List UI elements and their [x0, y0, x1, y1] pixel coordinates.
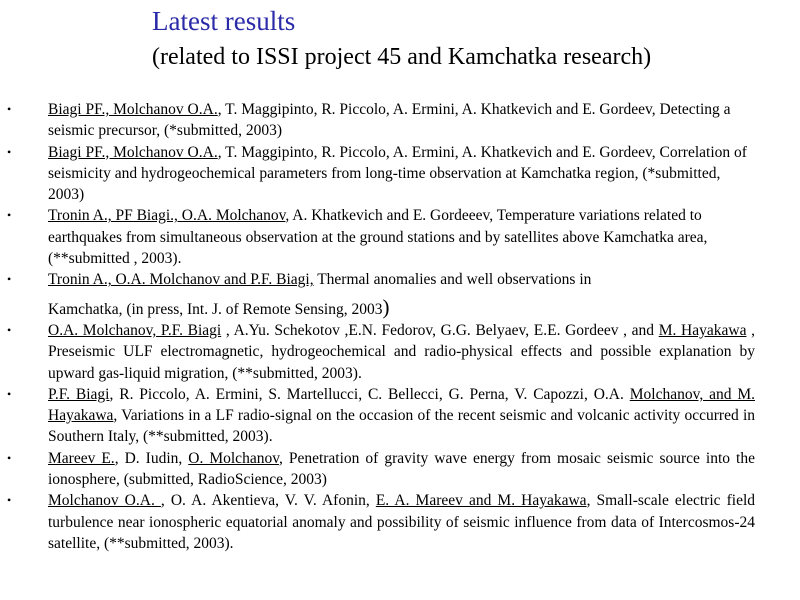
bullet-icon: • [7, 102, 12, 116]
reference-body: , O. A. Akentieva, V. V. Afonin, [160, 492, 376, 510]
reference-text [48, 269, 755, 290]
reference-authors-underlined: M. Hayakawa [658, 321, 747, 339]
bullet-icon: • [7, 322, 12, 337]
bullet-icon: • [7, 272, 12, 287]
reference-item [0, 99, 800, 142]
reference-body: , T. Maggipinto, R. Piccolo, A. Ermini, A. Khatkevich and E. Gordeev, Detecting a seismic precursor, (*submitted, 2003) [48, 101, 731, 140]
reference-body: , A.Yu. Schekotov ,E.N. Fedorov, G.G. Belyaev, E.E. Gordeev , and [221, 321, 659, 339]
reference-item [0, 205, 800, 269]
closing-paren: ) [382, 294, 390, 319]
reference-body: , Small-scale electric field turbulence near ionospheric equatorial anomaly and possibility of seismic influence from data of Intercosmos-24 satellite, (**submitted, 2003). [48, 492, 755, 552]
reference-body: , Variations in a LF radio-signal on the occasion of the recent seismic and volcanic activity occurred in Southern Italy, (**submitted, 2003). [48, 407, 755, 446]
bullet-icon: • [7, 386, 12, 401]
reference-text [48, 384, 755, 448]
reference-item [0, 490, 800, 554]
reference-text-continued [48, 294, 755, 320]
reference-authors-underlined: Mareev E. [48, 449, 115, 467]
reference-authors-underlined: Molchanov, and M. Hayakawa [48, 385, 755, 425]
reference-authors-underlined: O. Molchanov [188, 449, 279, 467]
reference-item [0, 320, 800, 384]
reference-authors-underlined: O.A. Molchanov, P.F. Biagi [48, 321, 222, 339]
reference-authors-underlined: Tronin A., O.A. Molchanov and P.F. Biagi, [48, 271, 314, 289]
bullet-icon: • [7, 144, 12, 159]
reference-item [0, 269, 800, 320]
reference-body: , Preseismic ULF electromagnetic, hydrogeochemical and radio-physical effects and possible explanation by upward gas-liquid migration, (**submitted, 2003). [48, 321, 755, 382]
reference-authors-underlined: Tronin A., PF Biagi., O.A. Molchanov [48, 207, 286, 225]
reference-text [48, 320, 755, 384]
reference-text [48, 99, 755, 142]
reference-body: , Penetration of gravity wave energy from mosaic seismic source into the ionosphere, (submitted, RadioScience, 2003) [48, 449, 755, 489]
slide-title: Latest results [152, 6, 296, 36]
reference-body: Kamchatka, (in press, Int. J. of Remote Sensing, 2003 [48, 300, 383, 318]
reference-text [48, 205, 755, 269]
reference-body: , A. Khatkevich and E. Gordeeev, Temperature variations related to earthquakes from simultaneous observation at the ground stations and by satellites above Kamchatka area, (**submitted , 2003). [48, 207, 708, 268]
reference-authors-underlined: P.F. Biagi [48, 385, 110, 403]
reference-item [0, 142, 800, 206]
reference-list [0, 99, 800, 554]
reference-body: , D. Iudin, [114, 449, 189, 467]
bullet-icon: • [7, 208, 12, 223]
reference-body: , T. Maggipinto, R. Piccolo, A. Ermini, A. Khatkevich and E. Gordeev, Correlation of seismicity and hydrogeochemical parameters from long-time observation at Kamchatka region, (*submitted, 2003) [48, 143, 747, 204]
reference-text [48, 448, 755, 491]
reference-text [48, 490, 755, 554]
reference-authors-underlined: Molchanov O.A. [48, 492, 161, 510]
reference-item [0, 384, 800, 448]
slide-subtitle: (related to ISSI project 45 and Kamchatka research) [152, 44, 652, 70]
reference-body: , R. Piccolo, A. Ermini, S. Martellucci, C. Bellecci, G. Perna, V. Capozzi, O.A. [109, 385, 630, 403]
reference-authors-underlined: E. A. Mareev and M. Hayakawa [375, 492, 587, 510]
reference-authors-underlined: Biagi PF., Molchanov O.A. [48, 143, 218, 161]
bullet-icon: • [7, 493, 12, 508]
reference-authors-underlined: Biagi PF., Molchanov O.A. [48, 101, 218, 118]
reference-body: Thermal anomalies and well observations in [313, 271, 592, 289]
reference-item [0, 448, 800, 491]
reference-text [48, 142, 755, 206]
bullet-icon: • [7, 450, 12, 465]
